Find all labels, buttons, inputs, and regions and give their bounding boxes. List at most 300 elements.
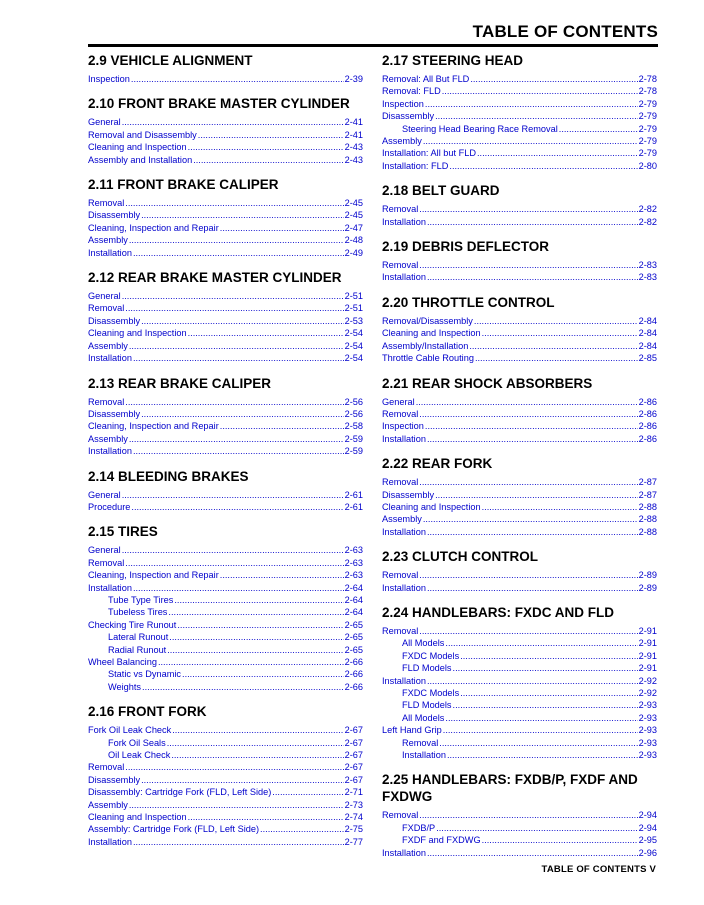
dot-leader: [419, 408, 637, 420]
toc-entry-link[interactable]: [88, 836, 363, 848]
toc-entry-link[interactable]: [382, 340, 657, 352]
dot-leader: [423, 513, 638, 525]
dot-leader: [174, 594, 343, 606]
toc-entry-label: Installation: [88, 446, 132, 457]
toc-entry-page: 2-79: [638, 148, 657, 159]
dot-leader: [125, 302, 343, 314]
dot-leader: [141, 408, 344, 420]
dot-leader: [427, 675, 638, 687]
dot-leader: [482, 327, 638, 339]
toc-entry-page: 2-82: [638, 216, 657, 227]
section-heading: 2.22 REAR FORK: [382, 456, 493, 472]
toc-entry-link[interactable]: [88, 582, 363, 594]
toc-entry-page: 2-67: [344, 725, 363, 736]
toc-entry-label: Removal: [382, 260, 419, 271]
dot-leader: [425, 98, 638, 110]
toc-entry-link[interactable]: [382, 699, 657, 711]
toc-entry-link[interactable]: [382, 420, 657, 432]
toc-entry-page: 2-78: [638, 74, 657, 84]
toc-entry-page: 2-93: [638, 712, 657, 723]
toc-entry-label: Removal: [382, 408, 419, 419]
toc-section: [382, 769, 657, 859]
dot-leader: [177, 619, 343, 631]
toc-entry-page: 2-39: [344, 74, 363, 84]
section-heading: 2.11 FRONT BRAKE CALIPER: [88, 177, 279, 193]
toc-entry-link[interactable]: [88, 594, 363, 606]
toc-entry-link[interactable]: [88, 433, 363, 445]
toc-entry-link[interactable]: [88, 544, 363, 556]
dot-leader: [131, 501, 343, 513]
section-heading: 2.20 THROTTLE CONTROL: [382, 294, 555, 310]
toc-entry-page: 2-88: [638, 526, 657, 537]
toc-entry-link[interactable]: [88, 631, 363, 643]
toc-entry-page: 2-43: [344, 142, 363, 153]
toc-entry-link[interactable]: [88, 327, 363, 339]
toc-entry-link[interactable]: [382, 327, 657, 339]
toc-entry-page: 2-94: [638, 822, 657, 833]
toc-entry-page: 2-79: [638, 98, 657, 109]
toc-entry-page: 2-93: [638, 700, 657, 711]
toc-entry-link[interactable]: [88, 222, 363, 234]
toc-entry-link[interactable]: [382, 675, 657, 687]
toc-entry-page: 2-64: [344, 582, 363, 593]
dot-leader: [129, 433, 344, 445]
toc-entry-page: 2-94: [638, 810, 657, 821]
toc-entry-link[interactable]: [88, 786, 363, 798]
dot-leader: [167, 644, 343, 656]
toc-entry-page: 2-92: [638, 675, 657, 686]
toc-entry-page: 2-84: [638, 328, 657, 339]
toc-section: [88, 701, 363, 848]
toc-entry-label: Throttle Cable Routing: [382, 353, 474, 364]
header-rule: [88, 44, 658, 47]
toc-entry-page: 2-71: [344, 787, 363, 798]
dot-leader: [158, 656, 344, 668]
dot-leader: [220, 569, 344, 581]
toc-entry-label: Installation: [88, 836, 132, 847]
toc-entry-label: Cleaning and Inspection: [382, 328, 481, 339]
toc-entry-link[interactable]: [382, 625, 657, 637]
dot-leader: [442, 85, 638, 97]
toc-entry-link[interactable]: [382, 749, 657, 761]
toc-section: [88, 373, 363, 458]
toc-entry-link[interactable]: [88, 724, 363, 736]
toc-entry-link[interactable]: [88, 668, 363, 680]
toc-entry-label: Radial Runout: [108, 644, 167, 655]
dot-leader: [470, 73, 637, 85]
dot-leader: [427, 847, 638, 859]
toc-entry-link[interactable]: [88, 823, 363, 835]
dot-leader: [125, 557, 343, 569]
dot-leader: [423, 135, 638, 147]
toc-entry-page: 2-80: [638, 160, 657, 171]
toc-entry-link[interactable]: [382, 809, 657, 821]
toc-entry-page: 2-86: [638, 421, 657, 432]
dot-leader: [443, 724, 638, 736]
toc-entry-page: 2-56: [344, 408, 363, 419]
dot-leader: [129, 340, 344, 352]
toc-entry-label: General: [382, 396, 415, 407]
dot-leader: [182, 668, 344, 680]
toc-entry-page: 2-83: [638, 272, 657, 283]
section-heading: 2.24 HANDLEBARS: FXDC AND FLD: [382, 604, 615, 620]
toc-section: [382, 236, 657, 284]
dot-leader: [419, 569, 637, 581]
toc-entry-link[interactable]: [382, 259, 657, 271]
section-heading: 2.10 FRONT BRAKE MASTER CYLINDER: [88, 96, 350, 112]
dot-leader: [419, 625, 637, 637]
dot-leader: [141, 315, 344, 327]
toc-entry-link[interactable]: [88, 408, 363, 420]
dot-leader: [477, 147, 638, 159]
toc-entry-page: 2-54: [344, 353, 363, 364]
toc-entry-label: General: [88, 545, 121, 556]
toc-entry-link[interactable]: [382, 203, 657, 215]
toc-entry-link[interactable]: [382, 476, 657, 488]
toc-entry-link[interactable]: [382, 834, 657, 846]
toc-entry-label: Inspection: [382, 421, 424, 432]
section-heading: 2.19 DEBRIS DEFLECTOR: [382, 239, 550, 255]
toc-entry-link[interactable]: [382, 147, 657, 159]
toc-section: [382, 453, 657, 538]
toc-entry-link[interactable]: [382, 315, 657, 327]
toc-entry-label: All Models: [402, 638, 445, 649]
toc-entry-label: Assembly: [382, 514, 422, 525]
toc-entry-link[interactable]: [382, 73, 657, 85]
toc-entry-link[interactable]: [88, 644, 363, 656]
toc-entry-link[interactable]: [88, 799, 363, 811]
toc-entry-page: 2-64: [344, 594, 363, 605]
toc-entry-link[interactable]: [88, 569, 363, 581]
toc-entry-page: 2-73: [344, 799, 363, 810]
toc-entry-link[interactable]: [382, 662, 657, 674]
dot-leader: [447, 749, 638, 761]
toc-entry-label: Installation: [382, 216, 426, 227]
toc-entry-page: 2-79: [638, 123, 657, 134]
toc-entry-page: 2-45: [344, 210, 363, 221]
toc-entry-label: Fork Oil Seals: [108, 737, 166, 748]
toc-entry-link[interactable]: [88, 811, 363, 823]
toc-entry-link[interactable]: [382, 737, 657, 749]
toc-entry-page: 2-49: [344, 247, 363, 258]
toc-entry-page: 2-91: [638, 650, 657, 661]
toc-section: [382, 602, 657, 761]
toc-entry-link[interactable]: [382, 433, 657, 445]
toc-section: [382, 180, 657, 228]
toc-entry-link[interactable]: [382, 271, 657, 283]
toc-entry-link[interactable]: [88, 396, 363, 408]
toc-entry-label: Installation: [382, 433, 426, 444]
section-heading: 2.17 STEERING HEAD: [382, 53, 524, 68]
toc-entry-label: Removal: [382, 204, 419, 215]
toc-entry-page: 2-56: [344, 396, 363, 407]
toc-entry-page: 2-41: [344, 129, 363, 140]
toc-entry-link[interactable]: [88, 234, 363, 246]
toc-entry-page: 2-75: [344, 824, 363, 835]
toc-entry-page: 2-85: [638, 353, 657, 364]
toc-entry-label: Disassembly: Cartridge Fork (FLD, Left Side): [88, 787, 272, 798]
toc-entry-link[interactable]: [382, 85, 657, 97]
toc-entry-page: 2-54: [344, 328, 363, 339]
toc-entry-link[interactable]: [382, 822, 657, 834]
toc-entry-page: 2-92: [638, 688, 657, 698]
toc-entry-link[interactable]: [382, 569, 657, 581]
dot-leader: [482, 834, 638, 846]
toc-section: [88, 267, 363, 364]
toc-entry-link[interactable]: [88, 73, 363, 85]
toc-entry-label: Assembly: Cartridge Fork (FLD, Left Side): [88, 824, 260, 835]
toc-entry-link[interactable]: [88, 774, 363, 786]
toc-entry-link[interactable]: [382, 160, 657, 172]
toc-entry-label: Tube Type Tires: [108, 594, 174, 605]
toc-entry-link[interactable]: [382, 724, 657, 736]
dot-leader: [129, 234, 344, 246]
toc-entry-link[interactable]: [88, 606, 363, 618]
toc-entry-page: 2-48: [344, 235, 363, 246]
toc-entry-label: Steering Head Bearing Race Removal: [402, 123, 558, 134]
toc-entry-page: 2-89: [638, 582, 657, 593]
toc-entry-link[interactable]: [382, 650, 657, 662]
dot-leader: [416, 396, 638, 408]
toc-entry-link[interactable]: [88, 420, 363, 432]
toc-entry-page: 2-74: [344, 812, 363, 823]
toc-entry-label: Removal: [88, 762, 125, 773]
dot-leader: [168, 606, 343, 618]
toc-entry-link[interactable]: [382, 408, 657, 420]
toc-entry-link[interactable]: [88, 340, 363, 352]
toc-entry-link[interactable]: [88, 445, 363, 457]
toc-entry-link[interactable]: [88, 761, 363, 773]
toc-entry-page: 2-83: [638, 260, 657, 271]
toc-entry-label: Removal and Disassembly: [88, 129, 197, 140]
toc-entry-link[interactable]: [382, 98, 657, 110]
toc-entry-page: 2-63: [344, 557, 363, 568]
toc-entry-label: General: [88, 117, 121, 128]
toc-entry-page: 2-86: [638, 433, 657, 444]
toc-entry-label: Inspection: [382, 98, 424, 109]
toc-entry-label: Disassembly: [88, 774, 141, 785]
toc-entry-page: 2-66: [344, 657, 363, 667]
dot-leader: [460, 650, 637, 662]
toc-entry-page: 2-79: [638, 111, 657, 122]
toc-entry-link[interactable]: [88, 141, 363, 153]
section-heading: 2.13 REAR BRAKE CALIPER: [88, 375, 272, 391]
toc-entry-link[interactable]: [88, 656, 363, 668]
toc-entry-label: Assembly: [88, 433, 128, 444]
toc-entry-page: 2-65: [344, 632, 363, 643]
toc-entry-page: 2-53: [344, 315, 363, 326]
dot-leader: [425, 420, 638, 432]
toc-entry-link[interactable]: [88, 489, 363, 501]
toc-entry-label: Installation: [382, 526, 426, 537]
toc-entry-page: 2-47: [344, 222, 363, 233]
toc-entry-label: Cleaning and Inspection: [88, 812, 187, 823]
toc-entry-link[interactable]: [88, 352, 363, 364]
toc-entry-page: 2-87: [638, 477, 657, 488]
toc-entry-link[interactable]: [88, 302, 363, 314]
section-heading: 2.14 BLEEDING BRAKES: [88, 468, 249, 484]
toc-entry-link[interactable]: [88, 129, 363, 141]
dot-leader: [445, 712, 637, 724]
toc-entry-label: Installation: [382, 582, 426, 593]
dot-leader: [122, 290, 344, 302]
toc-section: [382, 546, 657, 594]
toc-right-column: [382, 50, 657, 867]
dot-leader: [122, 116, 344, 128]
section-heading: 2.25 HANDLEBARS: FXDB/P, FXDF AND FXDWG: [382, 772, 638, 805]
toc-entry-link[interactable]: [88, 737, 363, 749]
dot-leader: [133, 445, 344, 457]
toc-entry-label: Cleaning, Inspection and Repair: [88, 421, 219, 432]
toc-entry-label: Removal: [382, 810, 419, 821]
toc-entry-link[interactable]: [88, 557, 363, 569]
toc-entry-link[interactable]: [382, 687, 657, 699]
toc-entry-label: Cleaning and Inspection: [88, 328, 187, 339]
toc-entry-label: FXDC Models: [402, 650, 460, 661]
toc-entry-label: Assembly: [88, 235, 128, 246]
dot-leader: [482, 501, 638, 513]
toc-entry-label: Disassembly: [88, 408, 141, 419]
toc-entry-link[interactable]: [382, 526, 657, 538]
toc-section: [88, 93, 363, 166]
toc-entry-label: Removal: [88, 396, 125, 407]
toc-entry-link[interactable]: [88, 749, 363, 761]
toc-entry-page: 2-84: [638, 315, 657, 326]
toc-entry-link[interactable]: [88, 315, 363, 327]
toc-entry-link[interactable]: [382, 216, 657, 228]
dot-leader: [436, 822, 637, 834]
toc-entry-label: Disassembly: [382, 489, 435, 500]
toc-entry-link[interactable]: [382, 582, 657, 594]
toc-entry-link[interactable]: [88, 154, 363, 166]
dot-leader: [453, 662, 638, 674]
toc-entry-link[interactable]: [88, 681, 363, 693]
toc-entry-label: Installation: [382, 847, 426, 858]
toc-entry-page: 2-93: [638, 750, 657, 761]
toc-entry-label: Cleaning and Inspection: [382, 501, 481, 512]
toc-entry-page: 2-87: [638, 489, 657, 500]
toc-entry-label: Removal: [382, 570, 419, 581]
toc-entry-link[interactable]: [88, 619, 363, 631]
toc-entry-link[interactable]: [382, 712, 657, 724]
section-heading: 2.18 BELT GUARD: [382, 183, 500, 199]
toc-entry-link[interactable]: [88, 116, 363, 128]
dot-leader: [188, 811, 344, 823]
toc-entry-page: 2-93: [638, 725, 657, 736]
toc-entry-link[interactable]: [382, 396, 657, 408]
toc-entry-page: 2-61: [344, 501, 363, 512]
dot-leader: [131, 73, 344, 85]
toc-entry-label: FLD Models: [402, 700, 452, 711]
toc-entry-label: Static vs Dynamic: [108, 669, 182, 680]
dot-leader: [460, 687, 637, 699]
dot-leader: [427, 216, 638, 228]
dot-leader: [435, 110, 638, 122]
toc-entry-link[interactable]: [88, 290, 363, 302]
toc-entry-page: 2-95: [638, 835, 657, 846]
dot-leader: [435, 489, 638, 501]
toc-entry-link[interactable]: [382, 135, 657, 147]
toc-entry-label: Wheel Balancing: [88, 657, 157, 667]
toc-left-column: [88, 50, 363, 856]
toc-entry-page: 2-65: [344, 619, 363, 630]
dot-leader: [188, 141, 344, 153]
toc-entry-page: 2-59: [344, 433, 363, 444]
dot-leader: [129, 799, 344, 811]
toc-entry-label: Installation: [382, 272, 426, 283]
toc-entry-link[interactable]: [382, 637, 657, 649]
toc-entry-link[interactable]: [382, 489, 657, 501]
toc-entry-link[interactable]: [88, 501, 363, 513]
dot-leader: [419, 259, 637, 271]
toc-entry-label: Removal: [88, 557, 125, 568]
toc-entry-label: Assembly and Installation: [88, 154, 193, 165]
dot-leader: [453, 699, 638, 711]
dot-leader: [133, 836, 344, 848]
toc-entry-label: Cleaning and Inspection: [88, 142, 187, 153]
toc-entry-link[interactable]: [88, 197, 363, 209]
toc-entry-link[interactable]: [382, 352, 657, 364]
toc-entry-label: General: [88, 489, 121, 500]
dot-leader: [133, 582, 344, 594]
toc-entry-label: Removal/Disassembly: [382, 315, 473, 326]
toc-entry-link[interactable]: [382, 847, 657, 859]
toc-entry-label: Removal: [88, 198, 125, 209]
toc-entry-page: 2-65: [344, 644, 363, 655]
dot-leader: [198, 129, 344, 141]
toc-entry-label: Inspection: [88, 74, 130, 84]
dot-leader: [427, 526, 638, 538]
dot-leader: [439, 737, 637, 749]
toc-entry-label: General: [88, 291, 121, 302]
toc-entry-label: Assembly: [88, 799, 128, 810]
dot-leader: [419, 476, 637, 488]
toc-entry-page: 2-86: [638, 396, 657, 407]
toc-entry-label: Fork Oil Leak Check: [88, 725, 172, 736]
toc-entry-page: 2-88: [638, 514, 657, 525]
toc-entry-page: 2-67: [344, 762, 363, 773]
toc-entry-label: Cleaning, Inspection and Repair: [88, 570, 219, 581]
toc-entry-page: 2-79: [638, 136, 657, 147]
toc-entry-page: 2-77: [344, 836, 363, 847]
toc-entry-label: FLD Models: [402, 663, 452, 674]
dot-leader: [193, 154, 343, 166]
toc-entry-link[interactable]: [382, 513, 657, 525]
toc-entry-page: 2-43: [344, 154, 363, 165]
toc-entry-label: Installation: [88, 582, 132, 593]
toc-entry-page: 2-66: [344, 669, 363, 680]
toc-entry-link[interactable]: [88, 247, 363, 259]
toc-entry-label: Lateral Runout: [108, 632, 169, 643]
toc-entry-label: All Models: [402, 712, 445, 723]
page-footer: TABLE OF CONTENTS V: [541, 864, 656, 875]
dot-leader: [427, 271, 638, 283]
toc-entry-page: 2-66: [344, 681, 363, 692]
dot-leader: [445, 637, 637, 649]
toc-entry-label: Cleaning, Inspection and Repair: [88, 222, 219, 233]
dot-leader: [122, 489, 344, 501]
section-heading: 2.23 CLUTCH CONTROL: [382, 549, 539, 565]
toc-entry-link[interactable]: [382, 123, 657, 135]
toc-entry-link[interactable]: [382, 501, 657, 513]
dot-leader: [474, 315, 638, 327]
toc-entry-label: Removal: All But FLD: [382, 74, 470, 84]
toc-entry-link[interactable]: [88, 209, 363, 221]
toc-entry-link[interactable]: [382, 110, 657, 122]
toc-entry-page: 2-54: [344, 340, 363, 351]
dot-leader: [125, 396, 343, 408]
toc-section: [382, 50, 657, 172]
